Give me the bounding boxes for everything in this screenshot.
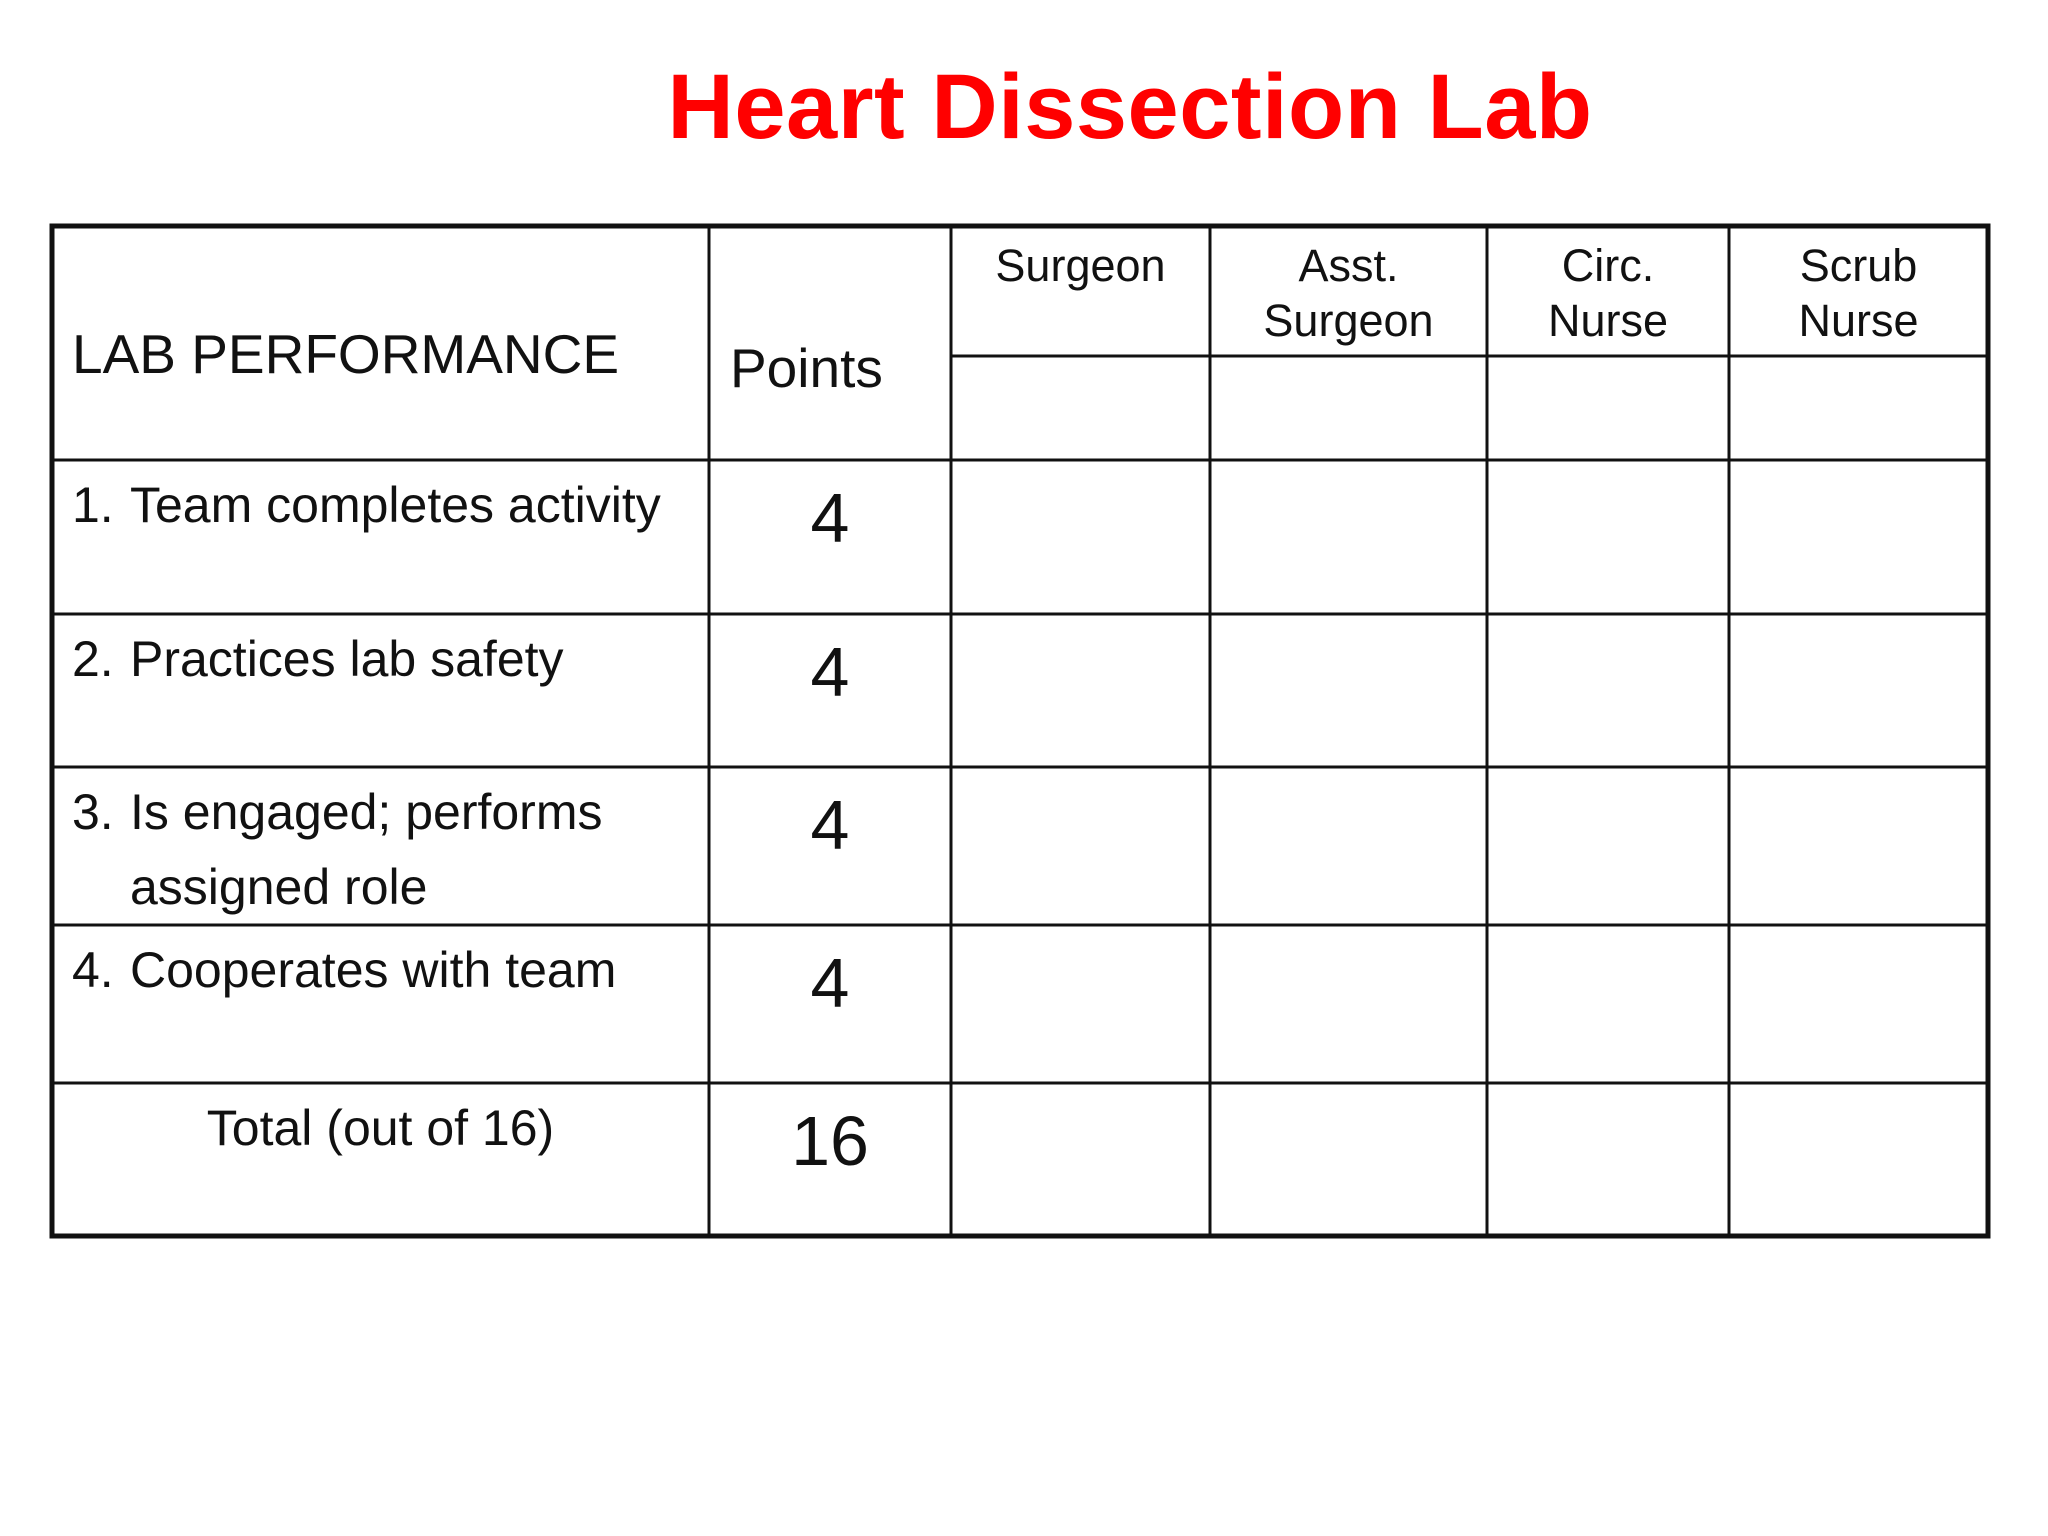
score-cell-total-surgeon[interactable] — [953, 1085, 1208, 1234]
criterion-number: 4. — [72, 942, 114, 998]
role-header-line: Nurse — [1547, 295, 1669, 346]
role-header-line: Circ. — [1561, 240, 1655, 291]
score-cell-row2-surgeon[interactable] — [953, 616, 1208, 765]
role-header-scrub-nurse — [1729, 238, 1988, 348]
criterion-label — [72, 933, 702, 1008]
score-cell-total-circ-nurse[interactable] — [1489, 1085, 1727, 1234]
score-cell-row1-asst-surgeon[interactable] — [1212, 462, 1485, 612]
role-header-line: Surgeon — [1263, 295, 1434, 346]
criterion-points: 4 — [810, 479, 850, 557]
role-header-surgeon — [951, 238, 1210, 293]
score-cell-row1-surgeon[interactable] — [953, 462, 1208, 612]
criterion-points: 4 — [810, 786, 850, 864]
score-cell-row2-asst-surgeon[interactable] — [1212, 616, 1485, 765]
score-cell-asst-surgeon-header[interactable] — [1212, 358, 1485, 458]
role-header-line: Surgeon — [995, 240, 1166, 291]
score-cell-total-asst-surgeon[interactable] — [1212, 1085, 1485, 1234]
page-title: Heart Dissection Lab — [667, 56, 1593, 158]
criterion-text: Is engaged; performs assigned role — [130, 784, 603, 915]
score-cell-row4-surgeon[interactable] — [953, 927, 1208, 1081]
criterion-text: Cooperates with team — [130, 942, 617, 998]
criterion-number: 2. — [72, 631, 114, 687]
score-cell-row1-scrub-nurse[interactable] — [1731, 462, 1986, 612]
criterion-number: 3. — [72, 784, 114, 840]
score-cell-row3-surgeon[interactable] — [953, 769, 1208, 923]
score-cell-row1-circ-nurse[interactable] — [1489, 462, 1727, 612]
score-cell-row3-asst-surgeon[interactable] — [1212, 769, 1485, 923]
criterion-points: 4 — [810, 944, 850, 1022]
score-cell-surgeon-header[interactable] — [953, 358, 1208, 458]
criterion-points: 4 — [810, 633, 850, 711]
role-header-line: Scrub — [1799, 240, 1918, 291]
points-column-header: Points — [730, 337, 883, 399]
role-header-asst-surgeon — [1210, 238, 1487, 348]
criterion-text: Team completes activity — [130, 477, 661, 533]
score-cell-circ-nurse-header[interactable] — [1489, 358, 1727, 458]
total-points: 16 — [791, 1102, 869, 1180]
criterion-number: 1. — [72, 477, 114, 533]
criterion-label — [72, 622, 702, 697]
score-cell-scrub-nurse-header[interactable] — [1731, 358, 1986, 458]
score-cell-row3-scrub-nurse[interactable] — [1731, 769, 1986, 923]
role-header-circ-nurse — [1487, 238, 1729, 348]
criterion-text: Practices lab safety — [130, 631, 564, 687]
criterion-label — [72, 468, 702, 543]
score-cell-row4-circ-nurse[interactable] — [1489, 927, 1727, 1081]
criteria-column-header: LAB PERFORMANCE — [72, 323, 620, 385]
criterion-label — [72, 775, 702, 925]
role-header-line: Asst. — [1298, 240, 1399, 291]
score-cell-row2-scrub-nurse[interactable] — [1731, 616, 1986, 765]
role-header-line: Nurse — [1798, 295, 1919, 346]
score-cell-row3-circ-nurse[interactable] — [1489, 769, 1727, 923]
total-label: Total (out of 16) — [206, 1100, 555, 1156]
score-cell-row2-circ-nurse[interactable] — [1489, 616, 1727, 765]
score-cell-total-scrub-nurse[interactable] — [1731, 1085, 1986, 1234]
score-cell-row4-scrub-nurse[interactable] — [1731, 927, 1986, 1081]
score-cell-row4-asst-surgeon[interactable] — [1212, 927, 1485, 1081]
